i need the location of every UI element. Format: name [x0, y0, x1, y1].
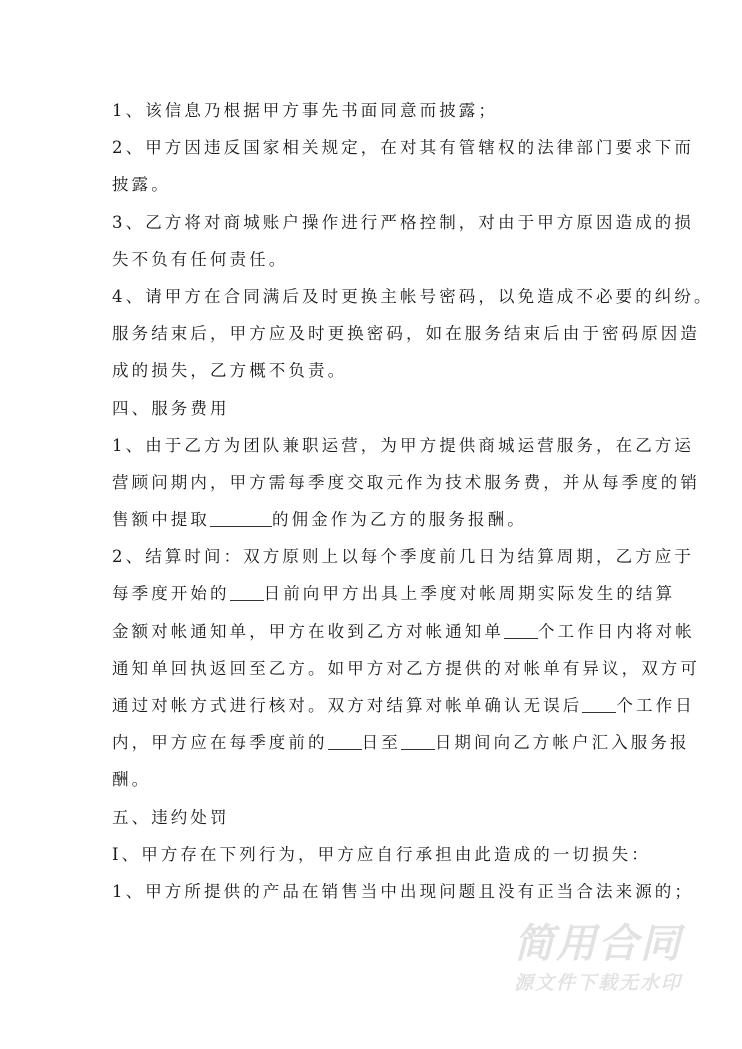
text-line: 1、甲方所提供的产品在销售当中出现问题且没有正当合法来源的； [112, 881, 694, 901]
document-body [112, 92, 714, 910]
text-line [112, 501, 632, 538]
fill-blank [328, 733, 362, 751]
text-segment: 每季度开始的 [112, 584, 230, 604]
text-line: 2、结算时间：双方原则上以每个季度前几日为结算周期，乙方应于 [112, 547, 694, 567]
text-line: 2、甲方因违反国家相关规定，在对其有管辖权的法律部门要求下而 [112, 138, 694, 158]
text-line: 披露。 [112, 175, 171, 195]
text-segment: 日期间向乙方帐户汇入服务报 [434, 733, 690, 753]
text-line: 4、请甲方在合同满后及时更换主帐号密码，以免造成不必要的纠纷。 [112, 286, 714, 306]
text-segment: 日前向甲方出具上季度对帐周期实际发生的结算 [263, 584, 676, 604]
text-line [112, 575, 676, 612]
watermark [508, 922, 688, 996]
text-line: 1、该信息乃根据甲方事先书面同意而披露； [112, 101, 498, 120]
text-line: 酬。 [112, 770, 152, 790]
text-segment: 个工作日 [616, 696, 695, 715]
fill-blank [210, 510, 272, 528]
text-line: 通知单回执返回至乙方。如甲方对乙方提供的对帐单有异议，双方可 [112, 658, 700, 678]
text-line: 服务结束后，甲方应及时更换密码，如在服务结束后由于密码原因造 [112, 324, 700, 344]
text-segment: 通过对帐方式进行核对。双方对结算对帐单确认无误后 [112, 696, 583, 715]
text-line [112, 687, 695, 724]
text-line: 营顾问期内，甲方需每季度交取元作为技术服务费，并从每季度的销 [112, 472, 700, 492]
text-line: 成的损失，乙方概不负责。 [112, 361, 348, 381]
watermark-title: 简用合同 [514, 921, 682, 967]
text-segment: 金额对帐通知单，甲方在收到乙方对帐通知单 [112, 621, 504, 641]
text-segment: 的佣金作为乙方的服务报酬。 [272, 510, 527, 530]
text-line [112, 724, 690, 761]
text-segment: 售额中提取 [112, 510, 210, 530]
text-line [112, 613, 695, 650]
watermark-subtitle: 源文件下载无水印 [513, 972, 682, 994]
text-segment: 个工作日内将对帐 [538, 621, 695, 641]
fill-blank [504, 621, 538, 639]
text-line: I、甲方存在下列行为，甲方应自行承担由此造成的一切损失： [112, 844, 651, 864]
section-heading: 四、服务费用 [112, 398, 230, 418]
text-segment: 日至 [361, 733, 401, 753]
fill-blank [582, 696, 616, 714]
text-segment: 内，甲方应在每季度前的 [112, 733, 328, 753]
text-line: 3、乙方将对商城账户操作进行严格控制，对由于甲方原因造成的损 [112, 212, 694, 232]
section-heading: 五、违约处罚 [112, 807, 230, 827]
text-line: 失不负有任何责任。 [112, 249, 289, 269]
text-line: 1、由于乙方为团队兼职运营，为甲方提供商城运营服务，在乙方运 [112, 435, 694, 455]
fill-blank [401, 733, 435, 751]
fill-blank [230, 584, 264, 602]
